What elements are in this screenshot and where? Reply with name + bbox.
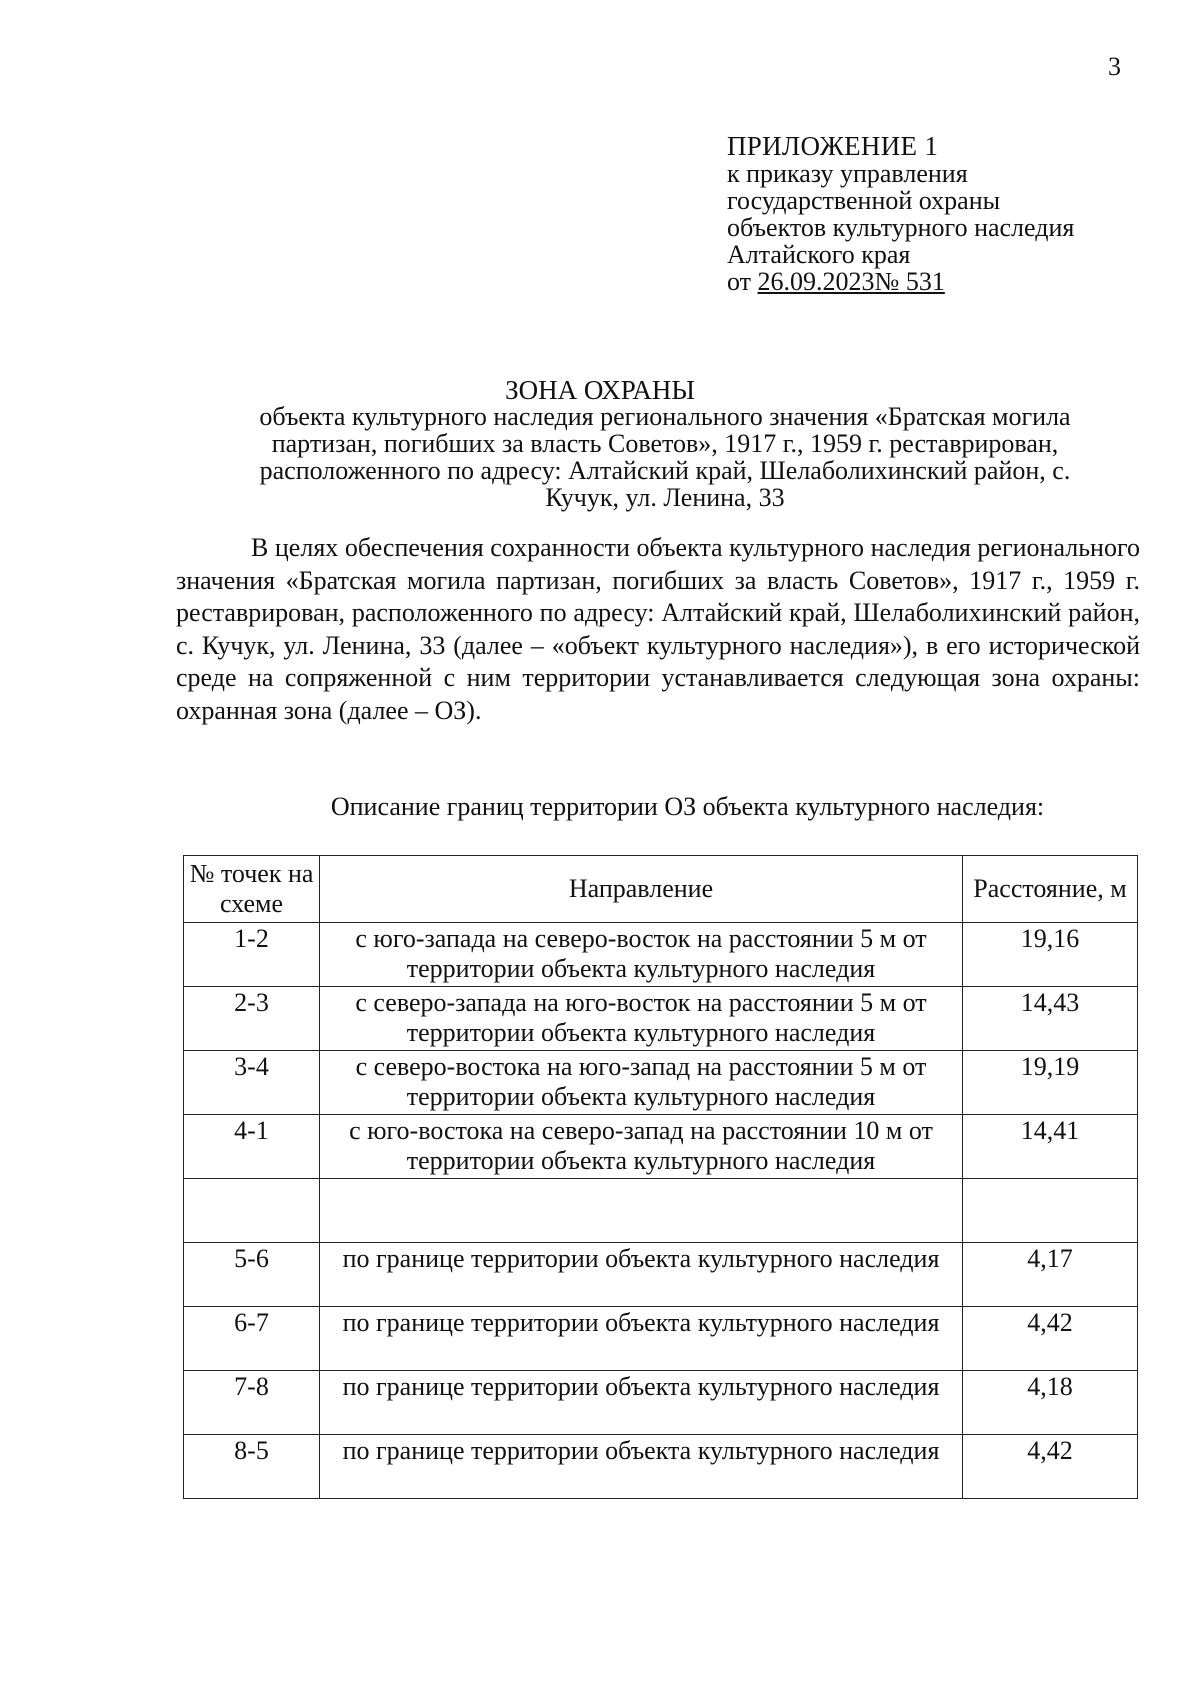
body-paragraph: В целях обеспечения сохранности объекта культурного наследия регионального значения «Братская могила партизан, погибших за власть Советов», 1917 г., 1959 г. реставрирован, расположенного по адресу: Алтайский край, Шелаболихинский район, с. Кучук, ул. Ленина, 33 (далее – «объект культурного наследия»), в его исторической среде на сопряженной с ним территории устанавливается следующая зона охраны: охранная зона (далее – ОЗ). — [176, 533, 1140, 725]
boundary-table — [183, 855, 1138, 1499]
cell-direction — [320, 1179, 963, 1243]
cell-distance: 4,18 — [963, 1371, 1138, 1435]
cell-points: 4-1 — [184, 1115, 320, 1179]
cell-distance: 4,42 — [963, 1435, 1138, 1499]
table-row — [184, 1435, 1138, 1499]
number-label: № — [874, 267, 900, 296]
table-row — [184, 923, 1138, 987]
cell-points: 3-4 — [184, 1051, 320, 1115]
zone-title: ЗОНА ОХРАНЫ — [505, 375, 695, 405]
cell-direction: с северо-востока на юго-запад на расстоянии 5 м от территории объекта культурного наследия — [320, 1051, 963, 1115]
table-header-row — [184, 856, 1138, 923]
page-number: 3 — [1108, 52, 1121, 81]
cell-distance: 14,41 — [963, 1115, 1138, 1179]
cell-points: 8-5 — [184, 1435, 320, 1499]
appendix-line: к приказу управления — [727, 159, 968, 188]
table-row-empty — [184, 1179, 1138, 1243]
header-direction: Направление — [320, 856, 963, 923]
cell-points: 5-6 — [184, 1243, 320, 1307]
cell-direction: по границе территории объекта культурного наследия — [320, 1307, 963, 1371]
appendix-date-line — [727, 268, 1074, 295]
appendix-header — [727, 133, 1074, 295]
appendix-line: объектов культурного наследия — [727, 213, 1075, 242]
zone-subtitle: объекта культурного наследия регионального значения «Братская могила партизан, погибших за власть Советов», 1917 г., 1959 г. реставрирован, расположенного по адресу: Алтайский край, Шелаболихинский район, с. Кучук, ул. Ленина, 33 — [259, 402, 1071, 512]
order-date: 26.09.2023 — [757, 267, 875, 296]
cell-direction: по границе территории объекта культурного наследия — [320, 1435, 963, 1499]
table-row — [184, 987, 1138, 1051]
table-row — [184, 1051, 1138, 1115]
cell-distance: 19,16 — [963, 923, 1138, 987]
cell-direction: с юго-запада на северо-восток на расстоянии 5 м от территории объекта культурного наследия — [320, 923, 963, 987]
cell-direction: по границе территории объекта культурного наследия — [320, 1243, 963, 1307]
table-caption: Описание границ территории ОЗ объекта культурного наследия: — [330, 792, 1045, 821]
appendix-line: Алтайского края — [727, 240, 911, 269]
table-row — [184, 1115, 1138, 1179]
cell-distance — [963, 1179, 1138, 1243]
cell-points: 2-3 — [184, 987, 320, 1051]
cell-distance: 14,43 — [963, 987, 1138, 1051]
cell-distance: 4,42 — [963, 1307, 1138, 1371]
appendix-line: государственной охраны — [727, 186, 1001, 215]
cell-direction: по границе территории объекта культурного наследия — [320, 1371, 963, 1435]
cell-distance: 19,19 — [963, 1051, 1138, 1115]
table-row — [184, 1307, 1138, 1371]
table-row — [184, 1243, 1138, 1307]
header-points: № точек на схеме — [184, 856, 320, 923]
cell-distance: 4,17 — [963, 1243, 1138, 1307]
cell-points — [184, 1179, 320, 1243]
cell-direction: с юго-востока на северо-запад на расстоянии 10 м от территории объекта культурного наследия — [320, 1115, 963, 1179]
header-distance: Расстояние, м — [963, 856, 1138, 923]
cell-direction: с северо-запада на юго-восток на расстоянии 5 м от территории объекта культурного наследия — [320, 987, 963, 1051]
appendix-title: ПРИЛОЖЕНИЕ 1 — [727, 131, 939, 161]
cell-points: 7-8 — [184, 1371, 320, 1435]
cell-points: 6-7 — [184, 1307, 320, 1371]
order-number: 531 — [905, 267, 945, 296]
table-row — [184, 1371, 1138, 1435]
cell-points: 1-2 — [184, 923, 320, 987]
date-prefix: от — [727, 267, 752, 296]
